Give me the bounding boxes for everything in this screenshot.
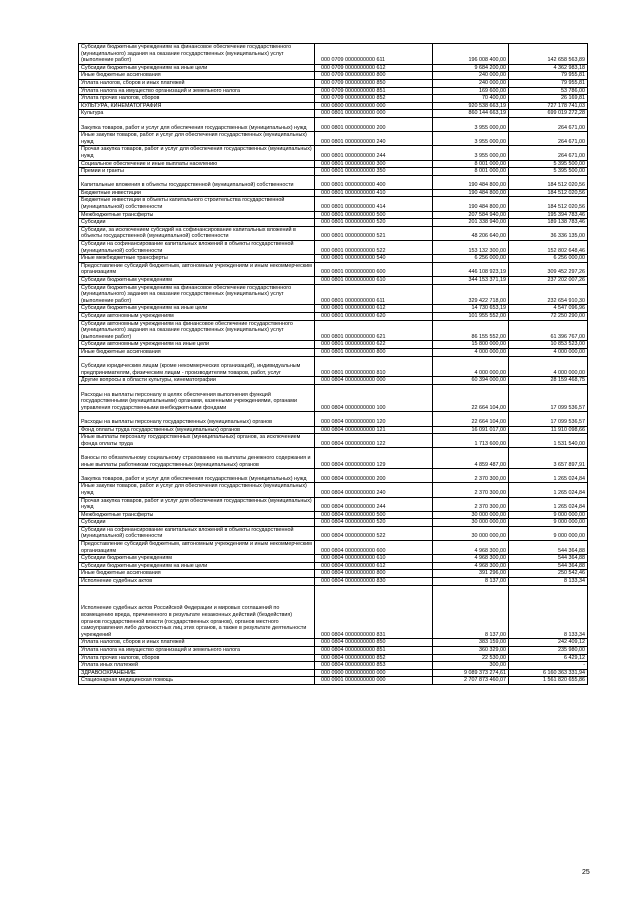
row-code: 000 0801 0000000000 800 [315, 348, 433, 356]
row-code: 000 0804 0000000000 831 [315, 585, 433, 639]
row-name: Исполнение судебных актов [79, 578, 315, 586]
row-name: Закупка товаров, работ и услуг для обеспечения государственных (муниципальных) нужд [79, 469, 315, 483]
row-code: 000 0801 0000000000 621 [315, 320, 433, 341]
row-actual-value: 237 202 007,26 [509, 277, 588, 285]
row-actual-value: 9 000 000,00 [509, 526, 588, 540]
row-name: Иные межбюджетные трансферты [79, 255, 315, 263]
row-code: 000 0800 0000000000 000 [315, 102, 433, 110]
budget-table-body [79, 44, 588, 685]
row-name: Субсидии бюджетным учреждениям на иные цели [79, 64, 315, 72]
row-plan-value: 101 955 552,00 [433, 313, 509, 321]
row-name: Культура [79, 110, 315, 118]
row-name: Исполнение судебных актов Российской Федерации и мировых соглашений по возмещению вреда, причиненного в результате незаконных действий (бездействия) органов государственной власти (государственных органов), органов местного самоуправления либо должностных лиц этих органов, а также в результате деятельности учреждений [79, 585, 315, 639]
table-row [79, 384, 588, 411]
row-plan-value: 1 713 600,00 [433, 434, 509, 448]
table-row [79, 585, 588, 639]
row-name: Субсидии юридическим лицам (кроме некоммерческих организаций), индивидуальным предпринимателям, физическим лицам - производителям товаров, работ, услуг [79, 356, 315, 377]
row-code: 000 0801 0000000000 300 [315, 160, 433, 168]
table-row [79, 110, 588, 118]
row-actual-value: 264 671,00 [509, 117, 588, 131]
row-actual-value: 8 133,34 [509, 578, 588, 586]
row-actual-value: 242 409,12 [509, 639, 588, 647]
table-row [79, 639, 588, 647]
row-name: Иные бюджетные ассигнования [79, 72, 315, 80]
table-row [79, 305, 588, 313]
row-plan-value: 4 968 300,00 [433, 562, 509, 570]
row-name: Иные выплаты персоналу государственных (муниципальных) органов, за исключением фонда оплаты труда [79, 434, 315, 448]
row-name: Субсидии автономным учреждениям [79, 313, 315, 321]
row-actual-value: 250 542,46 [509, 570, 588, 578]
row-name: Субсидии бюджетным учреждениям [79, 277, 315, 285]
row-code: 000 0801 0000000000 000 [315, 110, 433, 118]
row-actual-value: - [509, 662, 588, 670]
row-plan-value: 207 584 940,00 [433, 211, 509, 219]
row-plan-value: 4 859 487,00 [433, 448, 509, 469]
row-code: 000 0801 0000000000 244 [315, 146, 433, 160]
row-actual-value: 189 138 783,46 [509, 219, 588, 227]
row-plan-value: 860 144 663,19 [433, 110, 509, 118]
row-code: 000 0804 0000000000 200 [315, 469, 433, 483]
row-plan-value: 30 000 000,00 [433, 519, 509, 527]
row-plan-value: 70 400,00 [433, 95, 509, 103]
table-row [79, 313, 588, 321]
row-plan-value: 329 422 718,00 [433, 284, 509, 305]
row-actual-value: 184 512 020,56 [509, 197, 588, 211]
row-code: 000 0801 0000000000 350 [315, 168, 433, 176]
row-name: Бюджетные инвестиции в объекты капитального строительства государственной (муниципальной) собственности [79, 197, 315, 211]
row-name: Другие вопросы в области культуры, кинематографии [79, 377, 315, 385]
row-code: 000 0801 0000000000 610 [315, 277, 433, 285]
row-actual-value: 79 955,81 [509, 79, 588, 87]
row-name: Прочая закупка товаров, работ и услуг для обеспечения государственных (муниципальных) нужд [79, 146, 315, 160]
row-name: Капитальные вложения в объекты государственной (муниципальной) собственности [79, 175, 315, 189]
row-code: 000 0801 0000000000 200 [315, 117, 433, 131]
row-plan-value: 30 000 000,00 [433, 511, 509, 519]
table-row [79, 570, 588, 578]
row-actual-value: 26 169,81 [509, 95, 588, 103]
row-plan-value: 196 008 400,00 [433, 44, 509, 65]
row-code: 000 0801 0000000000 410 [315, 189, 433, 197]
row-actual-value: 9 000 000,00 [509, 511, 588, 519]
row-actual-value: 235 980,00 [509, 647, 588, 655]
row-code: 000 0804 0000000000 000 [315, 377, 433, 385]
table-row [79, 348, 588, 356]
row-actual-value: 3 657 897,91 [509, 448, 588, 469]
table-row [79, 277, 588, 285]
row-plan-value: 9 089 373 274,61 [433, 669, 509, 677]
row-code: 000 0804 0000000000 522 [315, 526, 433, 540]
row-actual-value: 6 160 363 331,94 [509, 669, 588, 677]
row-code: 000 0801 0000000000 810 [315, 356, 433, 377]
row-name: Субсидии бюджетным учреждениям на финансовое обеспечение государственного (муниципального) задания на оказание государственных (муниципальных) услуг (выполнение работ) [79, 44, 315, 65]
table-row [79, 341, 588, 349]
row-plan-value: 22 530,00 [433, 654, 509, 662]
row-name: КУЛЬТУРА, КИНЕМАТОГРАФИЯ [79, 102, 315, 110]
row-actual-value: 264 671,00 [509, 132, 588, 146]
budget-table [78, 43, 588, 685]
table-row [79, 102, 588, 110]
row-name: Уплата прочих налогов, сборов [79, 654, 315, 662]
row-actual-value: 264 671,00 [509, 146, 588, 160]
row-actual-value: 4 000 000,00 [509, 356, 588, 377]
row-actual-value: 727 178 741,03 [509, 102, 588, 110]
page-number: 25 [582, 869, 590, 876]
row-code: 000 0804 0000000000 600 [315, 541, 433, 555]
row-actual-value: 699 019 272,28 [509, 110, 588, 118]
row-plan-value: 8 137,00 [433, 578, 509, 586]
row-name: Бюджетные инвестиции [79, 189, 315, 197]
row-plan-value: 240 000,00 [433, 79, 509, 87]
row-code: 000 0801 0000000000 400 [315, 175, 433, 189]
row-actual-value: 4 000 000,00 [509, 348, 588, 356]
row-actual-value: 6 429,12 [509, 654, 588, 662]
row-name: Закупка товаров, работ и услуг для обеспечения государственных (муниципальных) нужд [79, 117, 315, 131]
row-name: Субсидии бюджетным учреждениям на иные цели [79, 562, 315, 570]
row-actual-value: 195 394 783,46 [509, 211, 588, 219]
row-name: Субсидии на софинансирование капитальных вложений в объекты государственной (муниципальной) собственности [79, 241, 315, 255]
row-plan-value: 4 968 300,00 [433, 555, 509, 563]
row-code: 000 0709 0000000000 852 [315, 95, 433, 103]
row-plan-value: 48 206 640,00 [433, 226, 509, 240]
table-row [79, 469, 588, 483]
row-plan-value: 16 091 017,00 [433, 426, 509, 434]
row-code: 000 0901 0000000000 000 [315, 677, 433, 685]
row-plan-value: 153 132 300,00 [433, 241, 509, 255]
row-plan-value: 391 296,00 [433, 570, 509, 578]
row-name: Субсидии автономным учреждениям на финансовое обеспечение государственного (муниципального) задания на оказание государственных (муниципальных) услуг (выполнение работ) [79, 320, 315, 341]
row-plan-value: 240 000,00 [433, 72, 509, 80]
row-plan-value: 190 484 800,00 [433, 189, 509, 197]
row-name: Субсидии [79, 219, 315, 227]
row-actual-value: 544 364,88 [509, 555, 588, 563]
row-plan-value: 8 001 000,00 [433, 168, 509, 176]
table-row [79, 562, 588, 570]
row-plan-value: 4 000 000,00 [433, 356, 509, 377]
table-row [79, 262, 588, 276]
row-actual-value: 61 396 767,00 [509, 320, 588, 341]
row-code: 000 0801 0000000000 520 [315, 219, 433, 227]
row-code: 000 0804 0000000000 129 [315, 448, 433, 469]
row-name: Уплата налогов, сборов и иных платежей [79, 639, 315, 647]
table-row [79, 662, 588, 670]
row-name: Премии и гранты [79, 168, 315, 176]
row-plan-value: 86 155 552,00 [433, 320, 509, 341]
row-name: Уплата налога на имущество организаций и земельного налога [79, 87, 315, 95]
row-name: Уплата прочих налогов, сборов [79, 95, 315, 103]
table-row [79, 146, 588, 160]
table-row [79, 578, 588, 586]
row-name: ЗДРАВООХРАНЕНИЕ [79, 669, 315, 677]
row-actual-value: 4 362 983,18 [509, 64, 588, 72]
row-plan-value: 920 538 663,19 [433, 102, 509, 110]
table-row [79, 541, 588, 555]
row-name: Субсидии на софинансирование капитальных вложений в объекты государственной (муниципальной) собственности [79, 526, 315, 540]
table-row [79, 356, 588, 377]
row-code: 000 0709 0000000000 611 [315, 44, 433, 65]
table-row [79, 175, 588, 189]
row-code: 000 0709 0000000000 850 [315, 79, 433, 87]
row-actual-value: 232 654 910,30 [509, 284, 588, 305]
row-name: Взносы по обязательному социальному страхованию на выплаты денежного содержания и иные выплаты работникам государственных (муниципальных) органов [79, 448, 315, 469]
row-actual-value: 5 395 500,00 [509, 160, 588, 168]
row-name: Субсидии [79, 519, 315, 527]
row-plan-value: 14 730 653,19 [433, 305, 509, 313]
row-code: 000 0804 0000000000 520 [315, 519, 433, 527]
row-code: 000 0804 0000000000 850 [315, 639, 433, 647]
row-plan-value: 2 707 873 460,07 [433, 677, 509, 685]
row-code: 000 0804 0000000000 240 [315, 483, 433, 497]
table-row [79, 497, 588, 511]
row-plan-value: 190 484 800,00 [433, 197, 509, 211]
row-code: 000 0804 0000000000 853 [315, 662, 433, 670]
row-name: Социальное обеспечение и иные выплаты населению [79, 160, 315, 168]
row-actual-value: 72 250 290,00 [509, 313, 588, 321]
row-plan-value: 3 955 000,00 [433, 146, 509, 160]
table-row [79, 132, 588, 146]
table-row [79, 377, 588, 385]
table-row [79, 555, 588, 563]
row-plan-value: 22 664 104,00 [433, 384, 509, 411]
row-actual-value: 10 853 523,00 [509, 341, 588, 349]
row-name: Стационарная медицинская помощь [79, 677, 315, 685]
row-name: Иные бюджетные ассигнования [79, 570, 315, 578]
row-actual-value: 1 265 024,84 [509, 483, 588, 497]
table-row [79, 241, 588, 255]
table-row [79, 64, 588, 72]
table-row [79, 647, 588, 655]
row-code: 000 0801 0000000000 540 [315, 255, 433, 263]
row-code: 000 0801 0000000000 600 [315, 262, 433, 276]
row-code: 000 0804 0000000000 121 [315, 426, 433, 434]
row-name: Межбюджетные трансферты [79, 211, 315, 219]
row-name: Субсидии, за исключением субсидий на софинансирование капитальных вложений в объекты государственной (муниципальной) собственности [79, 226, 315, 240]
row-name: Предоставление субсидий бюджетным, автономным учреждениям и иным некоммерческим организациям [79, 262, 315, 276]
row-actual-value: 544 364,88 [509, 541, 588, 555]
row-plan-value: 8 137,00 [433, 585, 509, 639]
row-name: Межбюджетные трансферты [79, 511, 315, 519]
row-code: 000 0801 0000000000 500 [315, 211, 433, 219]
row-name: Субсидии автономным учреждениям на иные цели [79, 341, 315, 349]
table-row [79, 483, 588, 497]
table-row [79, 526, 588, 540]
row-actual-value: 9 000 000,00 [509, 519, 588, 527]
row-code: 000 0709 0000000000 851 [315, 87, 433, 95]
row-actual-value: 152 802 648,46 [509, 241, 588, 255]
row-code: 000 0801 0000000000 522 [315, 241, 433, 255]
row-actual-value: 5 395 500,00 [509, 168, 588, 176]
row-plan-value: 190 484 800,00 [433, 175, 509, 189]
table-row [79, 412, 588, 426]
row-name: Уплата налогов, сборов и иных платежей [79, 79, 315, 87]
row-plan-value: 2 370 300,00 [433, 469, 509, 483]
row-code: 000 0709 0000000000 612 [315, 64, 433, 72]
row-actual-value: 79 955,81 [509, 72, 588, 80]
row-actual-value: 6 256 000,00 [509, 255, 588, 263]
table-row [79, 677, 588, 685]
row-plan-value: 9 684 200,00 [433, 64, 509, 72]
row-code: 000 0801 0000000000 414 [315, 197, 433, 211]
row-plan-value: 3 955 000,00 [433, 117, 509, 131]
table-row [79, 426, 588, 434]
table-row [79, 284, 588, 305]
row-code: 000 0804 0000000000 122 [315, 434, 433, 448]
row-name: Иные бюджетные ассигнования [79, 348, 315, 356]
row-plan-value: 6 256 000,00 [433, 255, 509, 263]
table-row [79, 160, 588, 168]
row-code: 000 0801 0000000000 240 [315, 132, 433, 146]
table-row [79, 95, 588, 103]
row-code: 000 0801 0000000000 611 [315, 284, 433, 305]
row-actual-value: 1 265 024,84 [509, 497, 588, 511]
row-plan-value: 300,00 [433, 662, 509, 670]
row-code: 000 0801 0000000000 622 [315, 341, 433, 349]
table-row [79, 255, 588, 263]
table-row [79, 226, 588, 240]
table-row [79, 168, 588, 176]
table-row [79, 117, 588, 131]
row-plan-value: 201 338 940,00 [433, 219, 509, 227]
row-code: 000 0801 0000000000 521 [315, 226, 433, 240]
row-plan-value: 15 800 000,00 [433, 341, 509, 349]
row-plan-value: 360 329,00 [433, 647, 509, 655]
row-name: Фонд оплаты труда государственных (муниципальных) органов [79, 426, 315, 434]
table-row [79, 72, 588, 80]
row-plan-value: 446 108 923,19 [433, 262, 509, 276]
row-code: 000 0900 0000000000 000 [315, 669, 433, 677]
row-actual-value: 17 099 536,57 [509, 412, 588, 426]
row-name: Предоставление субсидий бюджетным, автономным учреждениям и иным некоммерческим организациям [79, 541, 315, 555]
row-actual-value: 184 512 020,56 [509, 189, 588, 197]
row-actual-value: 1 561 820 655,86 [509, 677, 588, 685]
row-plan-value: 2 370 300,00 [433, 483, 509, 497]
row-name: Уплата налога на имущество организаций и земельного налога [79, 647, 315, 655]
row-actual-value: 1 265 024,84 [509, 469, 588, 483]
row-plan-value: 3 955 000,00 [433, 132, 509, 146]
table-row [79, 669, 588, 677]
row-name: Расходы на выплаты персоналу государственных (муниципальных) органов [79, 412, 315, 426]
row-code: 000 0801 0000000000 620 [315, 313, 433, 321]
row-code: 000 0804 0000000000 244 [315, 497, 433, 511]
row-code: 000 0804 0000000000 800 [315, 570, 433, 578]
row-code: 000 0804 0000000000 500 [315, 511, 433, 519]
row-actual-value: 1 531 540,00 [509, 434, 588, 448]
row-actual-value: 142 658 563,89 [509, 44, 588, 65]
row-name: Уплата иных платежей [79, 662, 315, 670]
table-row [79, 519, 588, 527]
row-name: Иные закупки товаров, работ и услуг для обеспечения государственных (муниципальных) нужд [79, 132, 315, 146]
row-actual-value: 28 159 468,75 [509, 377, 588, 385]
row-name: Субсидии бюджетным учреждениям на иные цели [79, 305, 315, 313]
table-row [79, 197, 588, 211]
row-actual-value: 4 547 096,96 [509, 305, 588, 313]
table-row [79, 219, 588, 227]
row-actual-value: 36 336 135,00 [509, 226, 588, 240]
row-actual-value: 11 910 098,66 [509, 426, 588, 434]
row-name: Прочая закупка товаров, работ и услуг для обеспечения государственных (муниципальных) нужд [79, 497, 315, 511]
row-code: 000 0804 0000000000 851 [315, 647, 433, 655]
row-plan-value: 383 159,00 [433, 639, 509, 647]
row-plan-value: 22 664 104,00 [433, 412, 509, 426]
row-plan-value: 30 000 000,00 [433, 526, 509, 540]
row-plan-value: 60 394 000,00 [433, 377, 509, 385]
row-name: Расходы на выплаты персоналу в целях обеспечения выполнения функций государственными (муниципальными) органами, казенными учреждениями, органами управления государственными внебюджетными фондами [79, 384, 315, 411]
row-code: 000 0804 0000000000 100 [315, 384, 433, 411]
row-name: Субсидии бюджетным учреждениям на финансовое обеспечение государственного (муниципального) задания на оказание государственных (муниципальных) услуг (выполнение работ) [79, 284, 315, 305]
row-code: 000 0804 0000000000 610 [315, 555, 433, 563]
row-actual-value: 309 452 297,26 [509, 262, 588, 276]
row-actual-value: 17 099 536,57 [509, 384, 588, 411]
table-row [79, 448, 588, 469]
row-code: 000 0804 0000000000 852 [315, 654, 433, 662]
row-actual-value: 8 133,34 [509, 585, 588, 639]
table-row [79, 511, 588, 519]
row-code: 000 0804 0000000000 612 [315, 562, 433, 570]
table-row [79, 87, 588, 95]
row-name: Иные закупки товаров, работ и услуг для обеспечения государственных (муниципальных) нужд [79, 483, 315, 497]
row-code: 000 0709 0000000000 800 [315, 72, 433, 80]
row-plan-value: 169 600,00 [433, 87, 509, 95]
row-code: 000 0804 0000000000 830 [315, 578, 433, 586]
row-plan-value: 2 370 300,00 [433, 497, 509, 511]
table-row [79, 211, 588, 219]
table-row [79, 44, 588, 65]
row-actual-value: 53 786,00 [509, 87, 588, 95]
row-actual-value: 544 364,88 [509, 562, 588, 570]
table-row [79, 654, 588, 662]
table-row [79, 79, 588, 87]
row-plan-value: 4 000 000,00 [433, 348, 509, 356]
row-code: 000 0804 0000000000 120 [315, 412, 433, 426]
row-plan-value: 8 001 000,00 [433, 160, 509, 168]
row-plan-value: 344 153 371,19 [433, 277, 509, 285]
row-name: Субсидии бюджетным учреждениям [79, 555, 315, 563]
table-row [79, 189, 588, 197]
table-row [79, 434, 588, 448]
row-plan-value: 4 968 300,00 [433, 541, 509, 555]
row-actual-value: 184 512 020,56 [509, 175, 588, 189]
row-code: 000 0801 0000000000 612 [315, 305, 433, 313]
table-row [79, 320, 588, 341]
